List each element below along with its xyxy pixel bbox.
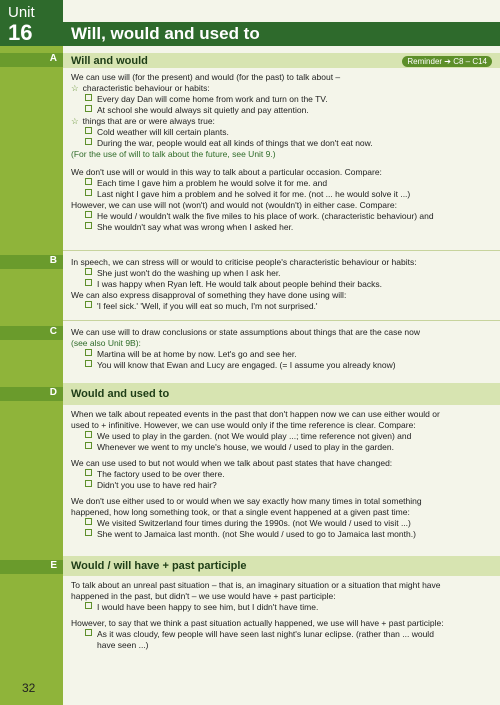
square-bullet-icon (85, 105, 92, 112)
star-icon: ☆ (71, 116, 79, 126)
square-bullet-icon (85, 211, 92, 218)
square-bullet-icon (85, 442, 92, 449)
example-line: Whenever we went to my uncle's house, we would / used to play in the garden. (71, 442, 491, 453)
text-line: When we talk about repeated events in the past that don't happen now we can use either would or (71, 409, 440, 419)
bullet-line: ☆ things that are or were always true: (71, 116, 215, 126)
example-line: He would / wouldn't walk the five miles to his place of work. (characteristic behaviour) and (71, 211, 491, 222)
square-bullet-icon (85, 602, 92, 609)
section-a-content (71, 72, 491, 233)
example-line: Every day Dan will come home from work and turn on the TV. (71, 94, 491, 105)
section-e-header (63, 556, 500, 576)
square-bullet-icon (85, 222, 92, 229)
section-a-header (63, 53, 500, 68)
example-line: Didn't you use to have red hair? (71, 480, 491, 491)
title-bar (63, 22, 500, 46)
text-line: happened, how long something took, or that a single event happened at a given past time: (71, 507, 410, 517)
section-tab-e: E (0, 560, 63, 574)
example-line: During the war, people would eat all kinds of things that we don't eat now. (71, 138, 491, 149)
text-line: However, we can use will not (won't) and would not (wouldn't) in either case. Compare: (71, 200, 397, 210)
example-line: Last night I gave him a problem and he solved it for me. (not ... he would solve it ...) (71, 189, 491, 200)
square-bullet-icon (85, 301, 92, 308)
example-line: 'I feel sick.' 'Well, if you will eat so much, I'm not surprised.' (71, 301, 491, 312)
unit-box (0, 0, 63, 46)
square-bullet-icon (85, 349, 92, 356)
unit-label: Unit (8, 4, 35, 21)
example-line: She wouldn't say what was wrong when I asked her. (71, 222, 491, 233)
square-bullet-icon (85, 138, 92, 145)
text-line: We can use used to but not would when we talk about past states that have changed: (71, 458, 393, 468)
square-bullet-icon (85, 469, 92, 476)
square-bullet-icon (85, 529, 92, 536)
square-bullet-icon (85, 629, 92, 636)
page-number: 32 (22, 681, 36, 695)
example-line: At school she would always sit quietly and pay attention. (71, 105, 491, 116)
square-bullet-icon (85, 94, 92, 101)
divider (63, 320, 500, 321)
example-line: Each time I gave him a problem he would solve it for me. and (71, 178, 491, 189)
unit-number: 16 (8, 20, 33, 45)
square-bullet-icon (85, 279, 92, 286)
square-bullet-icon (85, 127, 92, 134)
section-tab-c: C (0, 326, 63, 340)
square-bullet-icon (85, 518, 92, 525)
example-line: You will know that Ewan and Lucy are engaged. (= I assume you already know) (71, 360, 491, 371)
example-line: She just won't do the washing up when I ask her. (71, 268, 491, 279)
section-a-heading: Will and would (71, 55, 148, 67)
text-line[interactable]: (For the use of will to talk about the future, see Unit 9.) (71, 149, 276, 159)
square-bullet-icon (85, 480, 92, 487)
text-line: We can also express disapproval of something they have done using will: (71, 290, 347, 300)
section-e-content (71, 580, 491, 651)
example-line: We visited Switzerland four times during the 1990s. (not We would / used to visit ...) (71, 518, 491, 529)
example-line: As it was cloudy, few people will have seen last night's lunar eclipse. (rather than ... would (71, 629, 491, 640)
text-line: We don't use either used to or would when we say exactly how many times in total something (71, 496, 422, 506)
text-line: used to + infinitive. However, we can use would only if the time reference is clear. Compare: (71, 420, 416, 430)
page-title: Will, would and used to (71, 24, 260, 43)
text-line: To talk about an unreal past situation – that is, an imaginary situation or a situation that might have (71, 580, 441, 590)
reminder-link[interactable]: Reminder ➔ C8 – C14 (402, 56, 492, 67)
bullet-line: ☆ characteristic behaviour or habits: (71, 83, 210, 93)
text-line: We don't use will or would in this way to talk about a particular occasion. Compare: (71, 167, 382, 177)
section-tab-a: A (0, 53, 63, 67)
example-line: I would have been happy to see him, but I didn't have time. (71, 602, 491, 613)
section-e-heading: Would / will have + past participle (71, 560, 247, 572)
square-bullet-icon (85, 360, 92, 367)
divider (63, 250, 500, 251)
section-d-header (63, 383, 500, 405)
text-line: happened in the past, but didn't – we use would have + past participle: (71, 591, 336, 601)
example-line: We used to play in the garden. (not We would play ...; time reference not given) and (71, 431, 491, 442)
example-line: The factory used to be over there. (71, 469, 491, 480)
example-line: Cold weather will kill certain plants. (71, 127, 491, 138)
star-icon: ☆ (71, 83, 79, 93)
example-line: I was happy when Ryan left. He would talk about people behind their backs. (71, 279, 491, 290)
square-bullet-icon (85, 189, 92, 196)
text-line: We can use will to draw conclusions or state assumptions about things that are the case now (71, 327, 421, 337)
section-tab-d: D (0, 387, 63, 401)
square-bullet-icon (85, 178, 92, 185)
text-line: However, to say that we think a past situation actually happened, we use will have + past participle: (71, 618, 444, 628)
sidebar (0, 0, 63, 705)
example-line: She went to Jamaica last month. (not She would / used to go to Jamaica last month.) (71, 529, 491, 540)
section-c-content (71, 327, 491, 371)
square-bullet-icon (85, 431, 92, 438)
square-bullet-icon (85, 268, 92, 275)
text-line: We can use will (for the present) and would (for the past) to talk about – (71, 72, 341, 82)
section-b-content (71, 257, 491, 312)
section-d-heading: Would and used to (71, 388, 170, 400)
section-d-content (71, 409, 491, 540)
section-tab-b: B (0, 255, 63, 269)
example-line: Martina will be at home by now. Let's go and see her. (71, 349, 491, 360)
text-line: In speech, we can stress will or would to criticise people's characteristic behaviour or habits: (71, 257, 417, 267)
text-line[interactable]: (see also Unit 9B): (71, 338, 141, 348)
example-line-continued: have seen ...) (97, 640, 149, 650)
